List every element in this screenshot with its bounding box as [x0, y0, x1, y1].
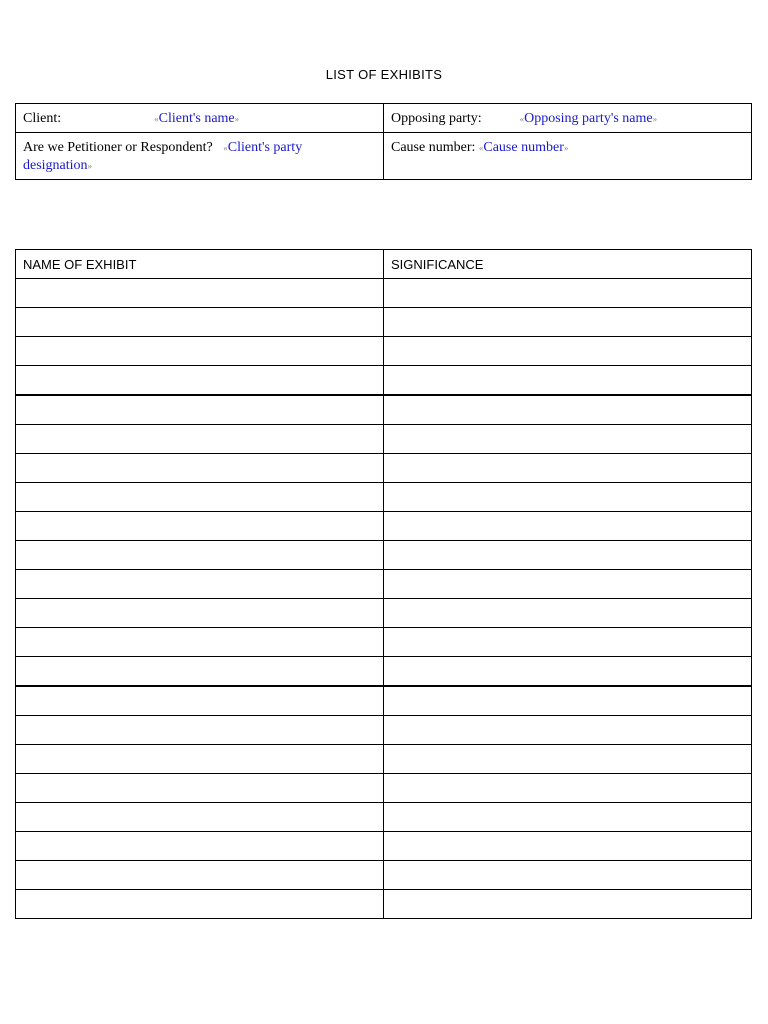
significance-cell[interactable] — [384, 686, 752, 716]
exhibit-name-cell[interactable] — [16, 745, 384, 774]
exhibit-name-cell[interactable] — [16, 657, 384, 687]
exhibit-name-cell[interactable] — [16, 337, 384, 366]
exhibit-name-cell[interactable] — [16, 279, 384, 308]
table-row — [16, 570, 752, 599]
exhibit-name-cell[interactable] — [16, 512, 384, 541]
cause-number-label: Cause number: — [391, 140, 476, 155]
exhibits-header-row — [16, 250, 752, 279]
significance-cell[interactable] — [384, 628, 752, 657]
client-name-field[interactable]: Client's name — [158, 111, 235, 126]
field-open-marker: « — [223, 143, 228, 153]
significance-cell[interactable] — [384, 366, 752, 396]
field-close-marker: » — [87, 161, 93, 171]
table-row — [16, 454, 752, 483]
table-row — [16, 890, 752, 919]
case-info-table — [15, 103, 752, 180]
opposing-party-name-field[interactable]: Opposing party's name — [524, 111, 653, 126]
exhibit-name-cell[interactable] — [16, 454, 384, 483]
table-row — [16, 541, 752, 570]
table-row — [16, 774, 752, 803]
significance-cell[interactable] — [384, 308, 752, 337]
column-header-significance: SIGNIFICANCE — [384, 250, 752, 279]
significance-cell[interactable] — [384, 425, 752, 454]
significance-cell[interactable] — [384, 861, 752, 890]
party-designation-line1: Client's party — [227, 140, 303, 155]
significance-cell[interactable] — [384, 832, 752, 861]
significance-cell[interactable] — [384, 395, 752, 425]
table-row — [16, 512, 752, 541]
table-row — [16, 395, 752, 425]
significance-cell[interactable] — [384, 774, 752, 803]
table-row — [16, 483, 752, 512]
exhibits-table — [15, 249, 752, 919]
table-row — [16, 745, 752, 774]
exhibit-name-cell[interactable] — [16, 861, 384, 890]
designation-cell — [16, 133, 384, 180]
exhibit-name-cell[interactable] — [16, 716, 384, 745]
significance-cell[interactable] — [384, 657, 752, 687]
cause-number-cell — [384, 133, 752, 180]
party-designation-line2: designation — [23, 158, 88, 173]
table-row — [16, 686, 752, 716]
significance-cell[interactable] — [384, 803, 752, 832]
cause-number-field[interactable]: Cause number — [483, 140, 564, 155]
significance-cell[interactable] — [384, 337, 752, 366]
field-open-marker: « — [519, 114, 525, 124]
table-row — [16, 657, 752, 687]
table-row — [16, 803, 752, 832]
table-row — [16, 366, 752, 396]
table-row — [16, 425, 752, 454]
significance-cell[interactable] — [384, 599, 752, 628]
exhibits-body — [16, 279, 752, 919]
client-cell — [16, 104, 384, 133]
exhibit-name-cell[interactable] — [16, 570, 384, 599]
designation-label: Are we Petitioner or Respondent? — [23, 140, 213, 155]
significance-cell[interactable] — [384, 745, 752, 774]
exhibit-name-cell[interactable] — [16, 483, 384, 512]
exhibit-name-cell[interactable] — [16, 803, 384, 832]
exhibit-name-cell[interactable] — [16, 395, 384, 425]
significance-cell[interactable] — [384, 890, 752, 919]
opposing-party-cell — [384, 104, 752, 133]
exhibit-name-cell[interactable] — [16, 366, 384, 396]
field-close-marker: » — [563, 143, 569, 153]
exhibit-name-cell[interactable] — [16, 832, 384, 861]
table-row — [16, 832, 752, 861]
table-row — [16, 861, 752, 890]
significance-cell[interactable] — [384, 716, 752, 745]
field-close-marker: » — [652, 114, 658, 124]
table-row — [16, 308, 752, 337]
exhibit-name-cell[interactable] — [16, 308, 384, 337]
significance-cell[interactable] — [384, 279, 752, 308]
document-title: LIST OF EXHIBITS — [325, 67, 443, 82]
field-close-marker: » — [234, 114, 240, 124]
significance-cell[interactable] — [384, 512, 752, 541]
field-open-marker: « — [154, 114, 159, 124]
column-header-name: NAME OF EXHIBIT — [16, 250, 384, 279]
table-row — [16, 716, 752, 745]
client-label: Client: — [23, 111, 62, 126]
opposing-party-label: Opposing party: — [391, 111, 482, 126]
table-row — [16, 279, 752, 308]
exhibit-name-cell[interactable] — [16, 628, 384, 657]
significance-cell[interactable] — [384, 570, 752, 599]
exhibit-name-cell[interactable] — [16, 541, 384, 570]
exhibit-name-cell[interactable] — [16, 774, 384, 803]
exhibit-name-cell[interactable] — [16, 425, 384, 454]
table-row — [16, 628, 752, 657]
table-row — [16, 599, 752, 628]
significance-cell[interactable] — [384, 483, 752, 512]
exhibit-name-cell[interactable] — [16, 686, 384, 716]
table-row — [16, 337, 752, 366]
exhibit-name-cell[interactable] — [16, 890, 384, 919]
significance-cell[interactable] — [384, 541, 752, 570]
field-open-marker: « — [478, 143, 484, 153]
significance-cell[interactable] — [384, 454, 752, 483]
exhibit-name-cell[interactable] — [16, 599, 384, 628]
